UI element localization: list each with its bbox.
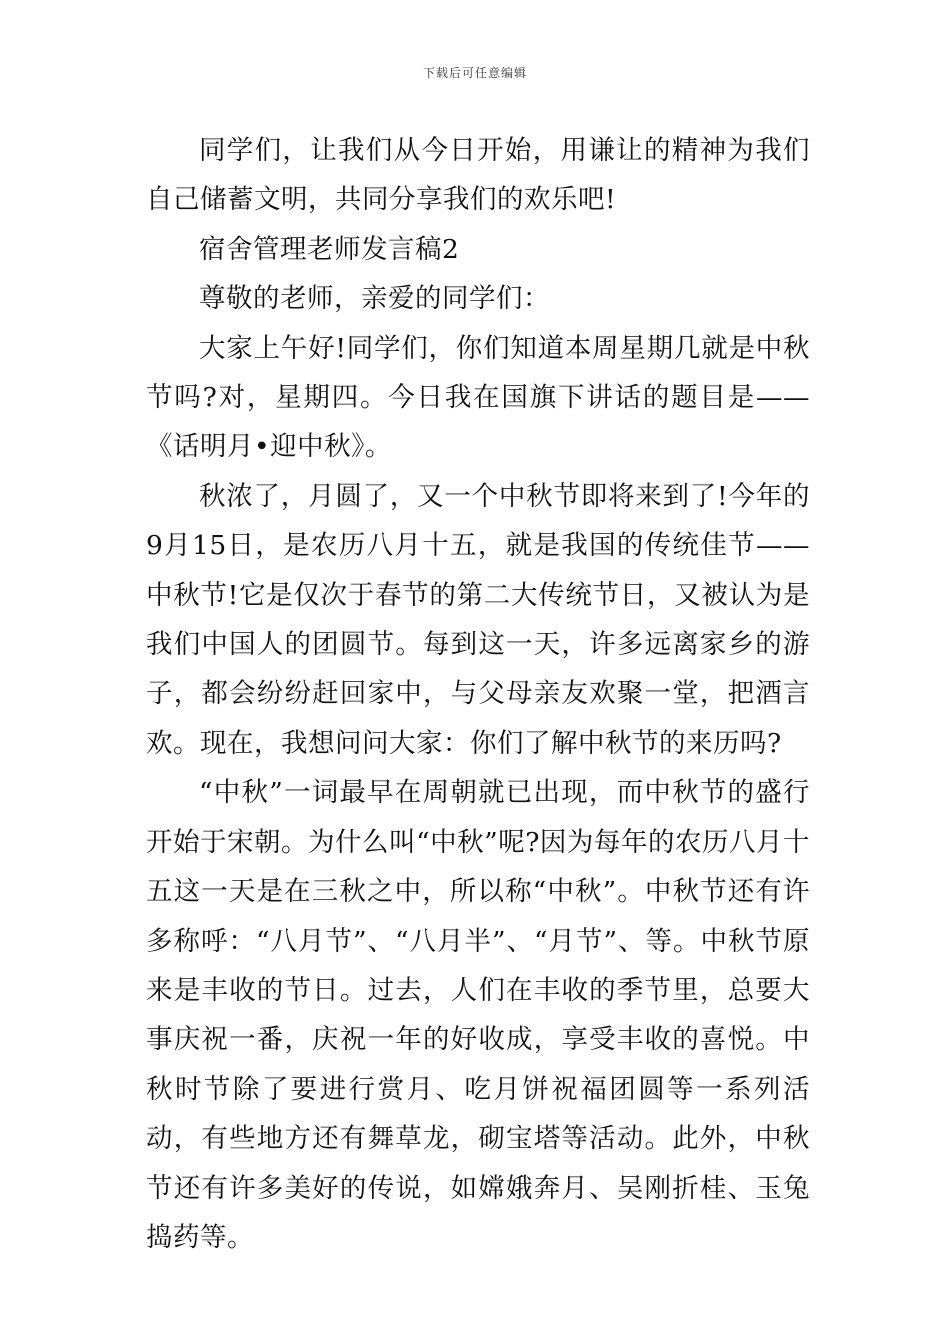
paragraph-closing: 同学们，让我们从今日开始，用谦让的精神为我们自己储蓄文明，共同分享我们的欢乐吧!: [146, 135, 810, 216]
page-header: 下载后可任意编辑: [422, 66, 527, 80]
paragraph-festival-intro: 秋浓了，月圆了，又一个中秋节即将来到了!今年的9月15日，是农历八月十五，就是我国的传统佳节——中秋节!它是仅次于春节的第二大传统节日，又被认为是我们中国人的团圆节。每到这一天，许多远离家乡的游子，都会纷纷赶回家中，与父母亲友欢聚一堂，把酒言欢。现在，我想问问大家：你们了解中秋节的来历吗?: [146, 480, 810, 759]
salutation: 尊敬的老师，亲爱的同学们：: [199, 283, 550, 315]
paragraph-festival-history: “中秋”一词最早在周朝就已出现，而中秋节的盛行开始于宋朝。为什么叫“中秋”呢?因为每年的农历八月十五这一天是在三秋之中，所以称“中秋”。中秋节还有许多称呼：“八月节”、“八月半”、“月节”、等。中秋节原来是丰收的节日。过去，人们在丰收的季节里，总要大事庆祝一番，庆祝一年的好收成，享受丰收的喜悦。中秋时节除了要进行赏月、吃月饼祝福团圆等一系列活动，有些地方还有舞草龙，砌宝塔等活动。此外，中秋节还有许多美好的传说，如嫦娥奔月、吴刚折桂、玉兔捣药等。: [146, 777, 810, 1253]
paragraph-greeting: 大家上午好!同学们，你们知道本周星期几就是中秋节吗?对，星期四。今日我在国旗下讲话的题目是——《话明月•迎中秋》。: [146, 332, 810, 463]
document-body: [146, 126, 810, 1262]
section-title: 宿舍管理老师发言稿2: [199, 233, 460, 265]
